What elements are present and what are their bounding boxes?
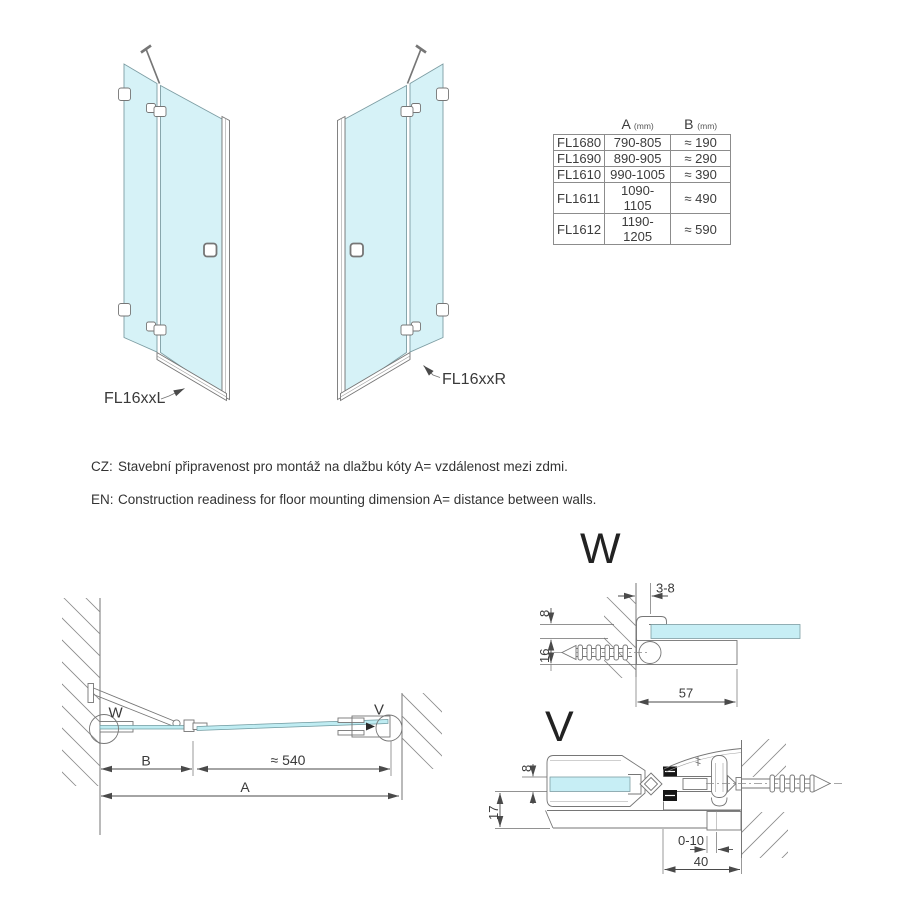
left-door-drawing: [104, 46, 230, 408]
model-cell: FL1690: [554, 151, 605, 167]
wall-hatch-top: [730, 708, 800, 822]
a-cell: 990-1005: [605, 167, 671, 183]
dim-door-label: ≈ 540: [270, 752, 306, 768]
b-cell: ≈ 290: [671, 151, 731, 167]
dim-glass-label: 8: [537, 609, 552, 617]
leader-arrow: [424, 366, 441, 378]
model-cell: FL1612: [554, 214, 605, 245]
detail-w-drawing: [537, 525, 800, 710]
note-en: [91, 492, 596, 507]
dimensions-table: [553, 116, 731, 245]
table-header-row: [554, 116, 731, 135]
b-cell: ≈ 490: [671, 183, 731, 214]
b-cell: ≈ 390: [671, 167, 731, 183]
left-door-label: FL16xxL: [104, 390, 166, 407]
right-door-drawing: [338, 46, 507, 401]
note-cz-text: Stavební připravenost pro montáž na dlažbu kóty A= vzdálenost mezi zdmi.: [118, 459, 568, 474]
strike-profile: [338, 718, 364, 723]
support-bar: [94, 688, 175, 721]
b-cell: ≈ 590: [671, 214, 731, 245]
right-wall-hatch: [392, 640, 454, 790]
right-door-label: FL16xxR: [442, 371, 507, 388]
left-wall-hatch: [50, 540, 112, 822]
dim-profile-label: 16: [537, 648, 552, 663]
plan-view-drawing: [50, 540, 454, 835]
fixed-glass-plan: [100, 726, 190, 730]
dim-depth-label: 57: [678, 685, 694, 701]
dim-adjust-label: 0-10: [677, 833, 705, 848]
table-row: [554, 183, 731, 214]
dim-depth-label: 40: [693, 854, 709, 869]
bottom-bracket: [707, 812, 741, 831]
dim-a-label: A: [240, 779, 250, 795]
note-en-text: Construction readiness for floor mounting dimension A= distance between walls.: [118, 492, 597, 507]
header-a: A (mm): [621, 116, 654, 132]
detail-v-ref: V: [374, 701, 385, 719]
note-cz: [91, 459, 596, 474]
dim-height-label: 17: [486, 805, 501, 820]
dim-b-label: B: [141, 752, 151, 769]
detail-v-title: V: [545, 703, 574, 751]
b-cell: ≈ 190: [671, 135, 731, 151]
cover-screw: [696, 756, 701, 766]
table-row: [554, 151, 731, 167]
hinge-pivot: [639, 642, 661, 664]
installation-notes: [91, 459, 596, 525]
model-cell: FL1680: [554, 135, 605, 151]
table-row: [554, 167, 731, 183]
detail-v-drawing: [486, 703, 845, 900]
a-cell: 1090-1105: [605, 183, 671, 214]
header-b: B (mm): [684, 116, 718, 132]
table-row: [554, 135, 731, 151]
adjust-channel: [683, 779, 707, 790]
glass-section: [550, 777, 630, 792]
hinge-plan: [184, 720, 194, 732]
model-cell: FL1611: [554, 183, 605, 214]
glass-section: [651, 625, 800, 639]
detail-w-title: W: [580, 525, 621, 573]
note-en-label: EN:: [91, 492, 114, 507]
detail-w-ref: W: [108, 704, 123, 722]
support-bar-bracket: [88, 684, 94, 703]
a-cell: 1190-1205: [605, 214, 671, 245]
a-cell: 790-805: [605, 135, 671, 151]
model-cell: FL1610: [554, 167, 605, 183]
adjuster-boss: [712, 756, 728, 798]
a-cell: 890-905: [605, 151, 671, 167]
header-model: [554, 116, 605, 135]
table-row: [554, 214, 731, 245]
dim-wall-gap-label: 3-8: [656, 580, 675, 596]
wall-hatch-bottom: [730, 774, 800, 900]
note-cz-label: CZ:: [91, 459, 113, 474]
dim-glass-label: 8: [519, 764, 534, 772]
